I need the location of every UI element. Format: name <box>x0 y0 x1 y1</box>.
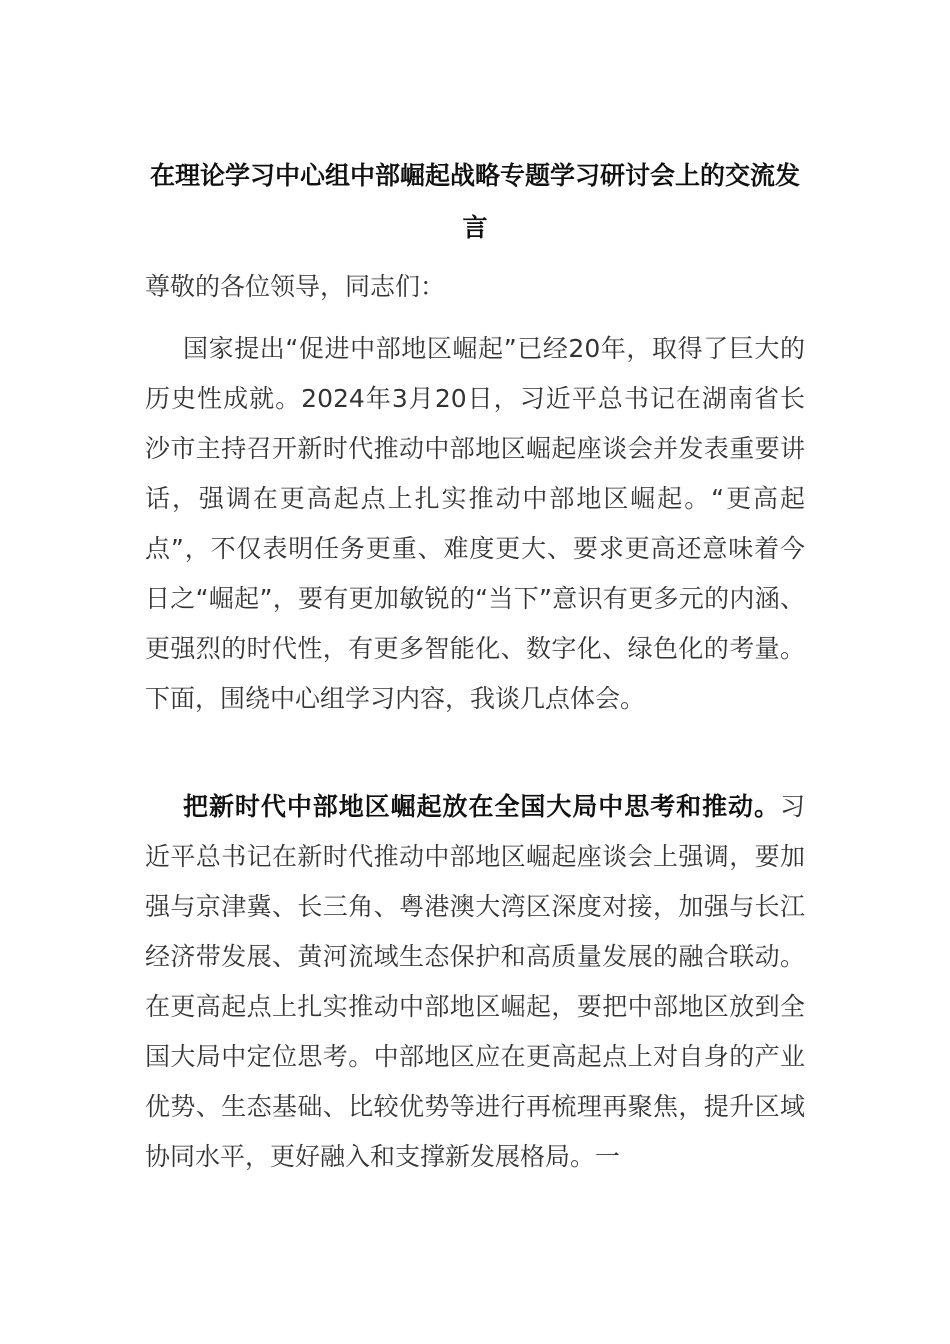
paragraph-section-1-heading: 把新时代中部地区崛起放在全国大局中思考和推动。 <box>183 792 780 821</box>
document-title: 在理论学习中心组中部崛起战略专题学习研讨会上的交流发言 <box>149 161 800 242</box>
paragraph-section-1 <box>145 782 805 1182</box>
paragraph-intro-text: 国家提出“促进中部地区崛起”已经20年，取得了巨大的历史性成就。2024年3月20日，习近平总书记在湖南省长沙市主持召开新时代推动中部地区崛起座谈会并发表重要讲话，强调在更高起点上扎实推动中部地区崛起。“更高起点”，不仅表明任务更重、难度更大、要求更高还意味着今日之“崛起”，要有更加敏锐的“当下”意识有更多元的内涵、更强烈的时代性，有更多智能化、数字化、绿色化的考量。下面，围绕中心组学习内容，我谈几点体会。 <box>145 334 805 713</box>
salutation: 尊敬的各位领导，同志们： <box>145 272 446 301</box>
paragraph-intro <box>145 324 805 724</box>
paragraph-section-1-text: 习近平总书记在新时代推动中部地区崛起座谈会上强调，要加强与京津冀、长三角、粤港澳大湾区深度对接，加强与长江经济带发展、黄河流域生态保护和高质量发展的融合联动。在更高起点上扎实推动中部地区崛起，要把中部地区放到全国大局中定位思考。中部地区应在更高起点上对自身的产业优势、生态基础、比较优势等进行再梳理再聚焦，提升区域协同水平，更好融入和支撑新发展格局。一 <box>145 792 805 1171</box>
